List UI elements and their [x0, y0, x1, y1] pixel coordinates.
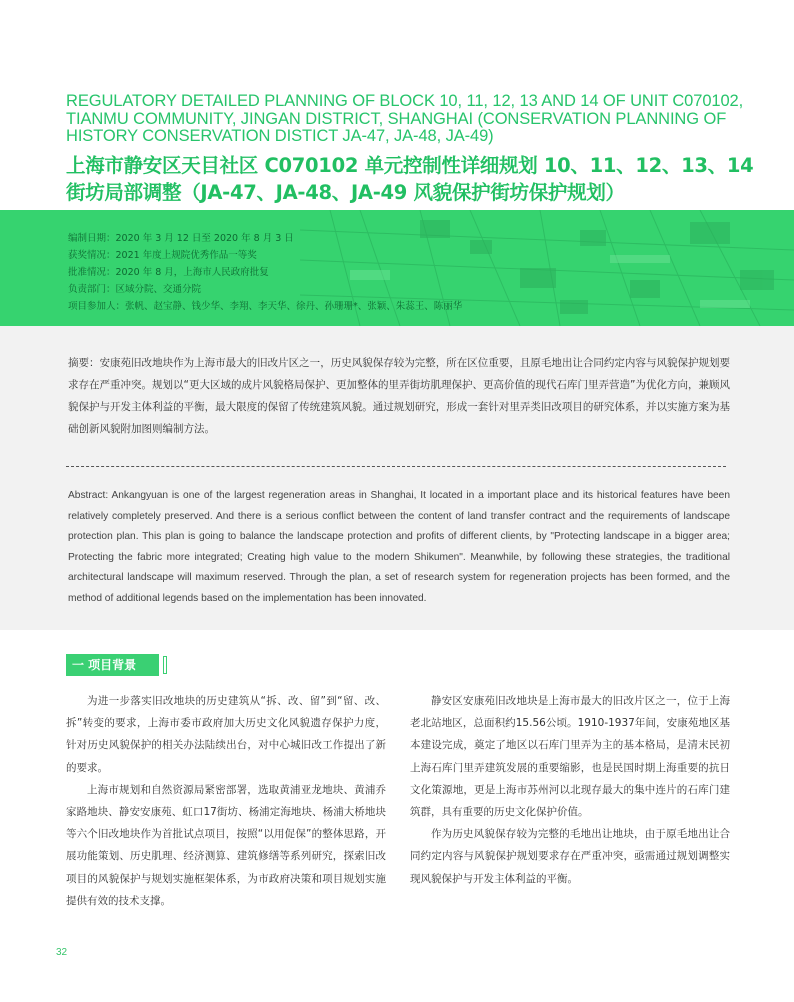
info-department: 负责部门：区域分院、交通分院: [68, 284, 202, 295]
info-date: 编制日期：2020 年 3 月 12 日至 2020 年 8 月 3 日: [68, 233, 294, 244]
paragraph: 上海市规划和自然资源局紧密部署，选取黄浦亚龙地块、黄浦乔家路地块、静安安康苑、虹口17街坊、杨浦定海地块、杨浦大桥地块等六个旧改地块作为首批试点项目，按照“以用促保”的整体思路，开展功能策划、历史肌理、经济测算、建筑修缮等系列研究，探索旧改项目的风貌保护与规划实施框架体系，为市政府决策和项目规划实施提供有效的技术支撑。: [66, 783, 386, 907]
page-number: 32: [56, 947, 68, 958]
project-info-banner: [0, 210, 794, 326]
section-heading: [66, 654, 172, 676]
right-column: [410, 690, 730, 890]
title-english: REGULATORY DETAILED PLANNING OF BLOCK 10, 11, 12, 13 AND 14 OF UNIT C070102, TIANMU COMMUNITY, JINGAN DISTRICT, SHANGHAI (CONSERVATION PLANNING OF HISTORY CONSERVATION DISTICT JA-47, JA-48, JA-49): [66, 92, 744, 145]
info-participants: 项目参加人：张帆、赵宝静、钱少华、李翔、李天华、徐丹、孙珊珊*、张颖、朱蕊王、陈丽华: [68, 301, 463, 312]
section-bracket-decoration: [163, 656, 167, 674]
info-approval: 批准情况：2020 年 8 月，上海市人民政府批复: [68, 267, 269, 278]
section-title: 一 项目背景: [66, 654, 156, 676]
paragraph: 作为历史风貌保存较为完整的毛地出让地块，由于原毛地出让合同约定内容与风貌保护规划要求存在严重冲突，亟需通过规划调整实现风貌保护与开发主体利益的平衡。: [410, 828, 730, 885]
left-column: [66, 690, 386, 912]
title-chinese: 上海市静安区天目社区 C070102 单元控制性详细规划 10、11、12、13、14 街坊局部调整（JA-47、JA-48、JA-49 风貌保护街坊保护规划）: [66, 154, 754, 204]
abstract-english: Abstract: Ankangyuan is one of the largest regeneration areas in Shanghai, It located in a important place and its historical features have been relatively completely preserved. And there is a serious conflict between the content of land transfer contract and the requirements of landscape protection plan. This plan is going to balance the landscape protection and profits of different clients, by "Protecting landscape in a bigger area; Protecting the fabric more integrated; Creating high value to the modern Shikumen". Meanwhile, by following these strategies, the traditional architectural landscape will maximum reserved. Through the plan, a set of research system for regeneration projects has been formed, and the method of additional legends based on the implementation has been innovated.: [68, 490, 730, 604]
paragraph: 为进一步落实旧改地块的历史建筑从“拆、改、留”到“留、改、拆”转变的要求，上海市委市政府加大历史文化风貌遗存保护力度，针对历史风貌保护的相关办法陆续出台，对中心城旧改工作提出了新的要求。: [66, 695, 386, 774]
info-award: 获奖情况：2021 年度上规院优秀作品一等奖: [68, 250, 257, 261]
paragraph: 静安区安康苑旧改地块是上海市最大的旧改片区之一，位于上海老北站地区，总面积约15.56公顷。1910-1937年间，安康苑地区基本建设完成，奠定了地区以石库门里弄为主的基本格局，是清末民初上海石库门里弄建筑发展的重要缩影，也是民国时期上海重要的抗日文化策源地，更是上海市苏州河以北现存最大的集中连片的石库门建筑群，具有重要的历史文化保护价值。: [410, 695, 730, 819]
abstract-chinese: 摘要：安康苑旧改地块作为上海市最大的旧改片区之一，历史风貌保存较为完整，所在区位重要，且原毛地出让合同约定内容与风貌保护规划要求存在严重冲突。规划以“更大区域的成片风貌格局保护、更加整体的里弄街坊肌理保护、更高价值的现代石库门里弄营造”为优化方向，兼顾风貌保护与开发主体利益的平衡，最大限度的保留了传统建筑风貌。通过规划研究，形成一套针对里弄类旧改项目的研究体系，并以实施方案为基础创新风貌附加图则编制方法。: [68, 357, 730, 435]
divider: [66, 466, 726, 467]
section-bar-decoration: [154, 654, 159, 676]
